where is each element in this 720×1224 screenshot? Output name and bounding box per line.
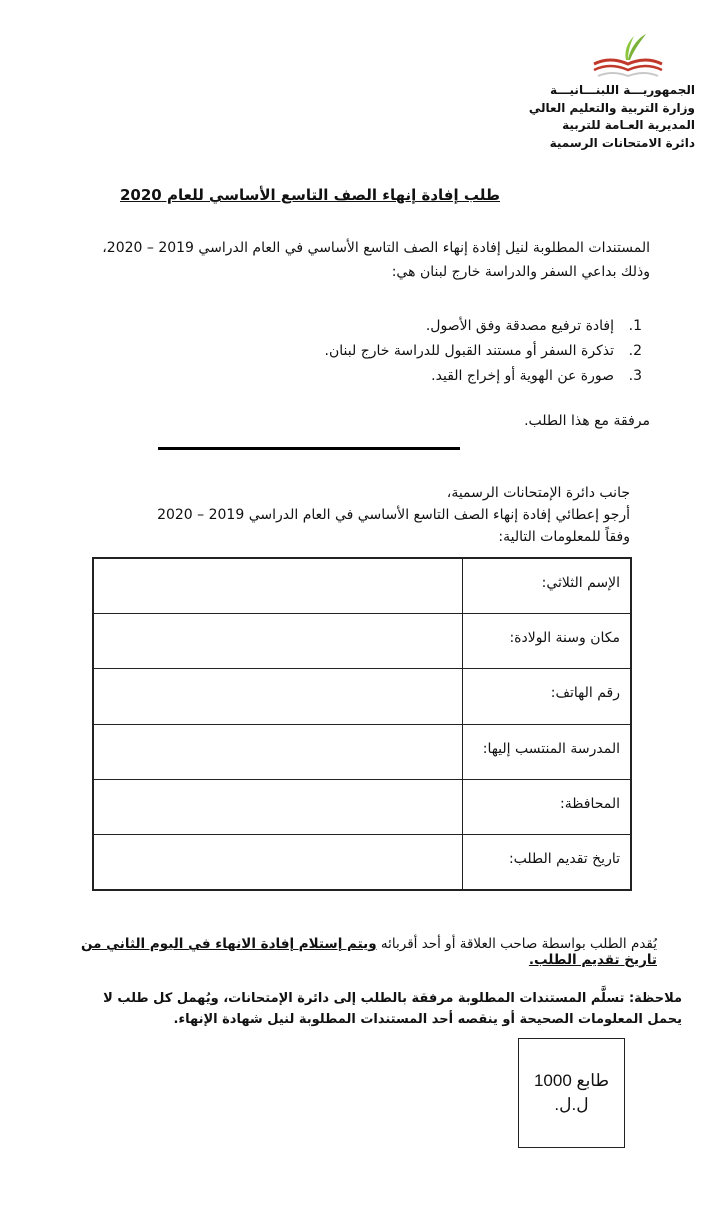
ministry-logo	[588, 30, 668, 80]
list-item	[300, 364, 642, 389]
document-title: طلب إفادة إنهاء الصف التاسع الأساسي للعام 2020	[120, 186, 500, 204]
form-label: مكان وسنة الولادة:	[462, 614, 630, 668]
salutation-line: أرجو إعطائي إفادة إنهاء الصف التاسع الأساسي في العام الدراسي 2019 – 2020 وفقاً للمعلومات التالية:	[157, 507, 630, 545]
full-name-field[interactable]	[94, 559, 462, 613]
revenue-stamp-box	[518, 1038, 625, 1148]
remark-note: ملاحظة: تسلَّم المستندات المطلوبة مرفقة بالطلب إلى دائرة الإمتحانات، ويُهمل كل طلب لا يحمل المعلومات الصحيحة أو ينقصه أحد المستندات المطلوبة لنيل شهادة الإنهاء.	[103, 991, 682, 1027]
form-row-school	[94, 725, 630, 780]
section-divider	[158, 447, 460, 450]
organization-header	[470, 82, 695, 152]
intro-paragraph: المستندات المطلوبة لنيل إفادة إنهاء الصف التاسع الأساسي في العام الدراسي 2019 – 2020، وذلك بداعي السفر والدراسة خارج لبنان هي:	[102, 240, 650, 280]
form-label: المحافظة:	[462, 780, 630, 834]
logo-leaf	[628, 34, 646, 60]
list-item	[300, 314, 642, 339]
form-label: المدرسة المنتسب إليها:	[462, 725, 630, 779]
logo-book	[594, 60, 662, 64]
submission-note	[62, 936, 657, 968]
submission-date-field[interactable]	[94, 835, 462, 889]
form-row-governorate	[94, 780, 630, 835]
org-line: دائرة الامتحانات الرسمية	[549, 135, 695, 150]
school-field[interactable]	[94, 725, 462, 779]
stamp-value: طابع 1000	[533, 1071, 610, 1090]
birth-place-year-field[interactable]	[94, 614, 462, 668]
form-label: تاريخ تقديم الطلب:	[462, 835, 630, 889]
governorate-field[interactable]	[94, 780, 462, 834]
form-row-phone	[94, 669, 630, 724]
list-item-number: 1.	[628, 318, 642, 334]
list-item-text: تذكرة السفر أو مستند القبول للدراسة خارج لبنان.	[324, 343, 614, 359]
org-line: المديرية العـامة للتربية	[562, 118, 695, 132]
submission-note-text: يُقدم الطلب بواسطة صاحب العلاقة أو أحد أقربائه	[376, 936, 657, 952]
logo-book	[598, 73, 658, 76]
list-item-text: صورة عن الهوية أو إخراج القيد.	[431, 368, 614, 384]
form-row-date	[94, 835, 630, 889]
required-documents-list	[300, 314, 642, 389]
form-row-birth	[94, 614, 630, 669]
org-line: الجمهوريـــة اللبنـــانيـــة	[549, 83, 695, 97]
submission-note-emphasis: ويتم إستلام إفادة الانهاء في اليوم الثاني من تاريخ تقديم الطلب.	[80, 936, 657, 968]
list-item-text: إفادة ترفيع مصدقة وفق الأصول.	[425, 318, 614, 334]
logo-book	[594, 66, 662, 70]
form-label: رقم الهاتف:	[462, 669, 630, 723]
phone-field[interactable]	[94, 669, 462, 723]
applicant-info-form	[92, 557, 632, 891]
list-item-number: 2.	[628, 343, 642, 359]
stamp-currency: ل.ل.	[554, 1095, 589, 1114]
list-item	[300, 339, 642, 364]
org-line: وزارة التربية والتعليم العالي	[528, 100, 695, 115]
salutation	[150, 482, 630, 548]
attached-note: مرفقة مع هذا الطلب.	[524, 413, 650, 429]
form-row-full-name	[94, 559, 630, 614]
salutation-line: جانب دائرة الإمتحانات الرسمية،	[446, 485, 630, 501]
form-label: الإسم الثلاثي:	[462, 559, 630, 613]
list-item-number: 3.	[628, 368, 642, 384]
